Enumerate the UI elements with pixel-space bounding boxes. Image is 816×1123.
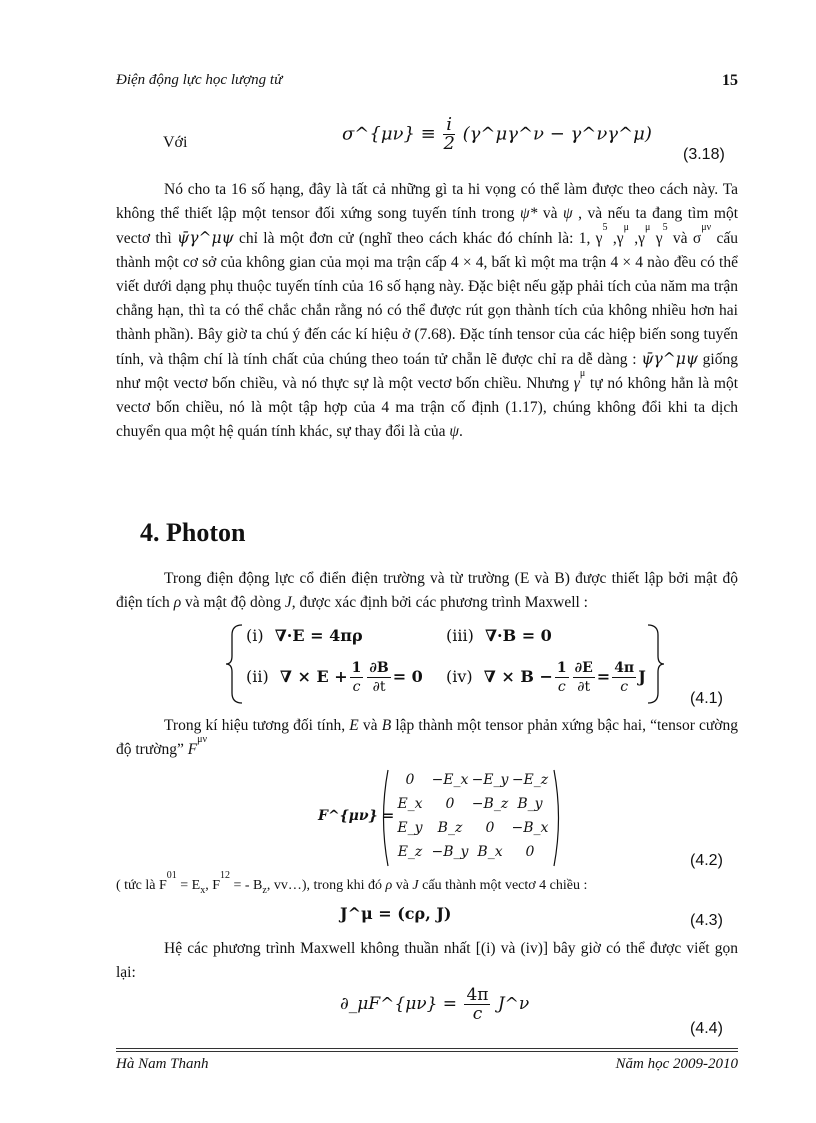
paragraph-components: ( tức là $F^{01} = E_x$, $F^{12}$ = - $B_z$, vv…), trong khi đó ρ và J cấu thành một vectơ 4 chiều :	[116, 870, 588, 896]
tensor-matrix	[378, 768, 564, 868]
left-brace	[226, 623, 246, 705]
left-paren	[378, 768, 390, 868]
tensor-cell-3-0: E_z	[397, 844, 423, 860]
tensor-cell-0-2: −E_y	[471, 772, 509, 788]
eq-4-4: ∂_μF^{μν} = $\frac{4\pi}{c}$ J^ν	[340, 985, 530, 1024]
footer-year: Năm học 2009-2010	[615, 1056, 738, 1072]
eq-4-3-number: (4.3)	[690, 912, 723, 929]
maxwell-iii: (iii) ∇·B = 0	[446, 626, 552, 645]
tensor-cell-1-3: B_y	[517, 796, 543, 812]
paragraph-bilinear-covariants: Nó cho ta 16 số hạng, đây là tất cả những gì ta hi vọng có thể làm được theo cách này. Ta không thể thiết lập một tensor đối xứng song tuyến tính trong ψ* và ψ , và nếu ta đang tìm một vectơ thì ψ̄γ^μψ chỉ là một đơn cử (nghĩ theo cách khác đó chính là: 1, $\gamma^5$ $,\gamma^\mu$ $,\gamma^\mu$ $\gamma^5$ và $\sigma^{\mu\nu}$ cấu thành một cơ sở của không gian của mọi ma trận cấp 4 × 4, bất kì một ma trận 4 × 4 nào đều có thể viết dưới dạng phụ thuộc tuyến tính của 16 số hạng này. Đặc biệt nếu gặp phải tích của năm ma trận chẳng hạn, thì ta có thể chắc chắn rằng nó có thể được rút gọn thành tích của không nhiều hơn hai thành phần). Bây giờ ta chú ý đến các kí hiệu ở (7.68). Đặc tính tensor của các hiệp biến song tuyến tính, và thậm chí là tính chất của chúng theo toán tử chẵn lẽ được chỉ ra dễ dàng : ψ̄γ^μψ giống như một vectơ bốn chiều, và nó thực sự là một vectơ bốn chiều. Nhưng $\gamma^\mu$ tự nó không hẳn là một vectơ bốn chiều, nó là một tập hợp của 4 ma trận cố định (1.17), chúng không đổi khi ta dịch chuyển qua một hệ quán tính khác, sự thay đổi là của ψ.	[116, 181, 739, 440]
tensor-cell-2-2: 0	[485, 820, 495, 836]
tensor-cell-2-1: B_z	[437, 820, 463, 836]
tensor-cell-0-1: −E_x	[431, 772, 469, 788]
maxwell-ii: (ii) ∇ × E + $\frac{1}{c}$ $\frac{\partial B}{\partial t}$ = 0	[246, 660, 423, 695]
eq-4-1-number: (4.1)	[690, 690, 723, 707]
footer-rule-top	[116, 1048, 738, 1049]
tensor-cell-1-1: 0	[445, 796, 455, 812]
paragraph-relativistic-notation: Trong kí hiệu tương đối tính, E và B lập thành một tensor phản xứng bậc hai, “tensor cường độ trường” $F^{\mu\nu}$	[116, 717, 739, 758]
eq-4-2-number: (4.2)	[690, 852, 723, 869]
maxwell-equations	[226, 623, 666, 705]
tensor-cell-1-0: E_x	[397, 796, 423, 812]
eq-4-3: J^μ = (cρ, J)	[340, 904, 452, 923]
paragraph-maxwell-intro: Trong điện động lực cổ điển điện trường và từ trường (E và B) được thiết lập bởi mật độ điện tích ρ và mật độ dòng J, được xác định bởi các phương trình Maxwell :	[116, 570, 738, 611]
eq-4-4-number: (4.4)	[690, 1020, 723, 1037]
running-header-title: Điện động lực học lượng tử	[116, 72, 283, 88]
maxwell-i: (i) ∇·E = 4πρ	[246, 626, 363, 645]
paragraph-compact-form: Hệ các phương trình Maxwell không thuần nhất [(i) và (iv)] bây giờ có thể được viết gọn lại:	[116, 940, 738, 981]
eq-3-18: σ^{μν} ≡ $\frac{i}{2}$ (γ^μγ^ν − γ^νγ^μ)	[342, 114, 652, 154]
footer-rule-bottom	[116, 1051, 738, 1052]
tensor-cell-3-1: −B_y	[431, 844, 469, 860]
maxwell-iv: (iv) ∇ × B − $\frac{1}{c}$ $\frac{\partial E}{\partial t}$ = $\frac{4\pi}{c}$ J	[446, 660, 646, 695]
tensor-cell-3-2: B_x	[477, 844, 503, 860]
page-number: 15	[722, 72, 738, 89]
eq-3-18-label: Với	[163, 134, 188, 151]
tensor-cell-2-0: E_y	[397, 820, 423, 836]
right-paren	[552, 768, 564, 868]
tensor-cell-1-2: −B_z	[471, 796, 509, 812]
tensor-cell-2-3: −B_x	[511, 820, 549, 836]
right-brace	[644, 623, 664, 705]
tensor-cell-0-3: −E_z	[511, 772, 549, 788]
tensor-cell-3-3: 0	[525, 844, 535, 860]
tensor-lhs: F^{μν} =	[318, 808, 395, 824]
tensor-cell-0-0: 0	[405, 772, 415, 788]
eq-3-18-number: (3.18)	[683, 146, 725, 163]
section-heading-photon: 4. Photon	[140, 518, 246, 547]
footer-author: Hà Nam Thanh	[116, 1056, 209, 1072]
